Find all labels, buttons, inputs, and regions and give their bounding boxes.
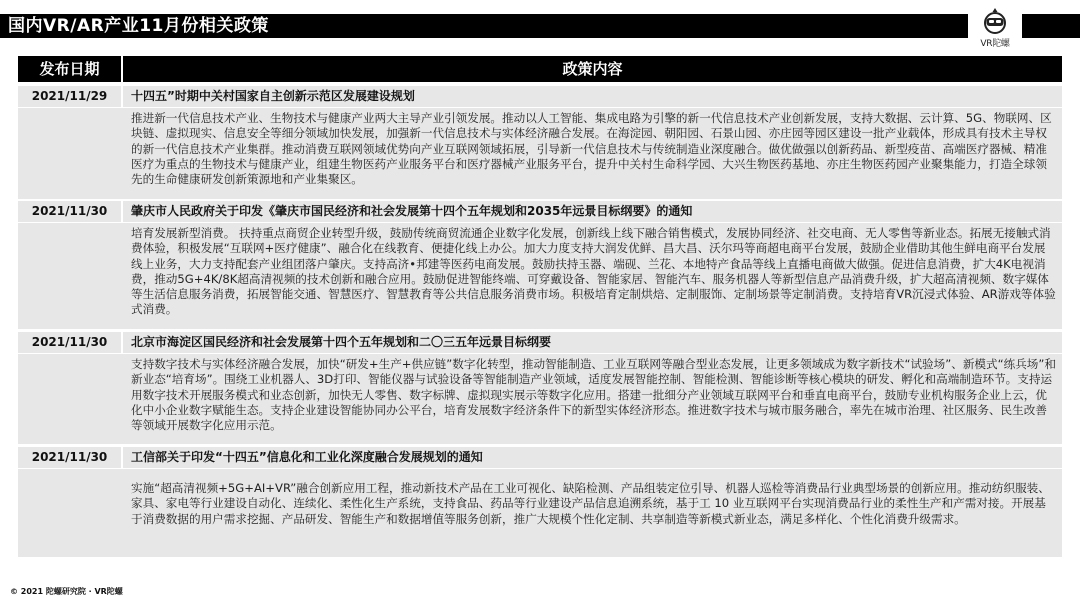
row-body-text: 培育发展新型消费。 扶持重点商贸企业转型升级，鼓励传统商贸流通企业数字化发展，创新线上线下融合销售模式，发展协同经济、社交电商、无人零售等新业态。拓展无接触式消费体验，积极发展“互联网+医疗健康”、融合化在线教育、便捷化线上办公。加大力度支持大润发优鲜、昌大昌、沃尔玛等商超电商平台发展，鼓励企业借助其他生鲜电商平台发展线上业务，大力支持配套产业组团落户肇庆。支持高济•邦建等医药电商发展。鼓励扶持玉器、端砚、兰花、本地特产食品等线上直播电商做大做强。促进信息消费，扩大4K电视消费，推动5G+4K/8K超高清视频的技术创新和融合应用。鼓励促进智能终端、可穿戴设备、智能家居、智能汽车、服务机器人等新型信息产品消费升级，扩大超高清视频、数字媒体等生活信息服务消费，拓展智能交通、智慧医疗、智慧教育等公共信息服务消费市场。积极培育定制烘焙、定制服饰、定制场景等定制消费。支持培育VR沉浸式体验、AR游戏等体验式消费。 [131,226,1056,317]
row-body [18,354,1062,444]
logo-text: VR陀螺 [980,39,1010,49]
vr-headset-logo-icon [983,7,1007,35]
row-body [18,223,1062,329]
row-title: 肇庆市人民政府关于印发《肇庆市国民经济和社会发展第十四个五年规划和2035年远景目标纲要》的通知 [123,201,1062,222]
title-bar [0,14,1080,38]
row-title: 北京市海淀区国民经济和社会发展第十四个五年规划和二〇三五年远景目标纲要 [123,332,1062,353]
footer-copyright: © 2021 陀螺研究院 · VR陀螺 [10,587,123,596]
page-title: 国内VR/AR产业11月份相关政策 [8,16,269,36]
row-date: 2021/11/29 [18,86,121,107]
row-body-text: 推进新一代信息技术产业、生物技术与健康产业两大主导产业引领发展。推动以人工智能、集成电路为引擎的新一代信息技术产业创新发展，支持大数据、云计算、5G、物联网、区块链、虚拟现实、信息安全等细分领域加快发展，加强新一代信息技术与实体经济融合发展。在海淀园、朝阳园、石景山园、亦庄园等园区建设一批产业载体，形成具有技术主导权的新一代信息技术产业集群。推动消费互联网领域优势向产业互联网领域拓展，引导新一代信息技术与传统制造业深度融合。做优做强以创新药品、新型疫苗、高端医疗器械、精准医疗为重点的生物技术与健康产业，组建生物医药产业服务平台和医疗器械产业服务平台，提升中关村生命科学园、大兴生物医药基地、亦庄生物医药园产业聚集能力，打造全球领先的生命健康研发创新策源地和产业集聚区。 [131,111,1052,187]
logo [968,4,1022,50]
row-body [18,469,1062,557]
row-date: 2021/11/30 [18,201,121,222]
row-date: 2021/11/30 [18,447,121,468]
row-body-text: 支持数字技术与实体经济融合发展，加快“研发+生产+供应链”数字化转型，推动智能制造、工业互联网等融合型业态发展，让更多领域成为数字新技术“试验场”、新模式“练兵场”和新业态“培育场”。围绕工业机器人、3D打印、智能仪器与试验设备等智能制造产业领域，适度发展智能控制、智能检测、智能诊断等核心模块的研发、孵化和高端制造环节。支持运用数字技术开展服务模式和业态创新，加快无人零售、数字标牌、虚拟现实展示等数字化应用。搭建一批细分产业领域互联网平台和垂直电商平台，鼓励专业机构服务企业上云，优化中小企业数字赋能生态。支持企业建设智能协同办公平台，培育发展数字经济条件下的新型实体经济形态。推进数字技术与城市服务融合，率先在城市治理、社区服务、民生改善等领域开展数字化应用示范。 [131,357,1057,433]
row-body-text: 实施“超高清视频+5G+AI+VR”融合创新应用工程，推动新技术产品在工业可视化、缺陷检测、产品组装定位引导、机器人巡检等消费品行业典型场景的创新应用。推动纺织服装、家具、家电等行业建设自动化、连续化、柔性化生产系统，支持食品、药品等行业建设产品信息追溯系统，基于工 10 业互联网平台实现消费品行业的柔性生产和产需对接。开展基于消费数据的用户需求挖掘、产品研发、智能生产和数据增值等服务创新，推广大规模个性化定制、共享制造等新模式新业态，满足多样化、个性化消费升级需求。 [131,481,1050,526]
row-body [18,108,1062,199]
row-date: 2021/11/30 [18,332,121,353]
row-title: 十四五”时期中关村国家自主创新示范区发展建设规划 [123,86,1062,107]
row-title: 工信部关于印发“十四五”信息化和工业化深度融合发展规划的通知 [123,447,1062,468]
header-date: 发布日期 [18,56,121,82]
header-content: 政策内容 [123,56,1062,82]
